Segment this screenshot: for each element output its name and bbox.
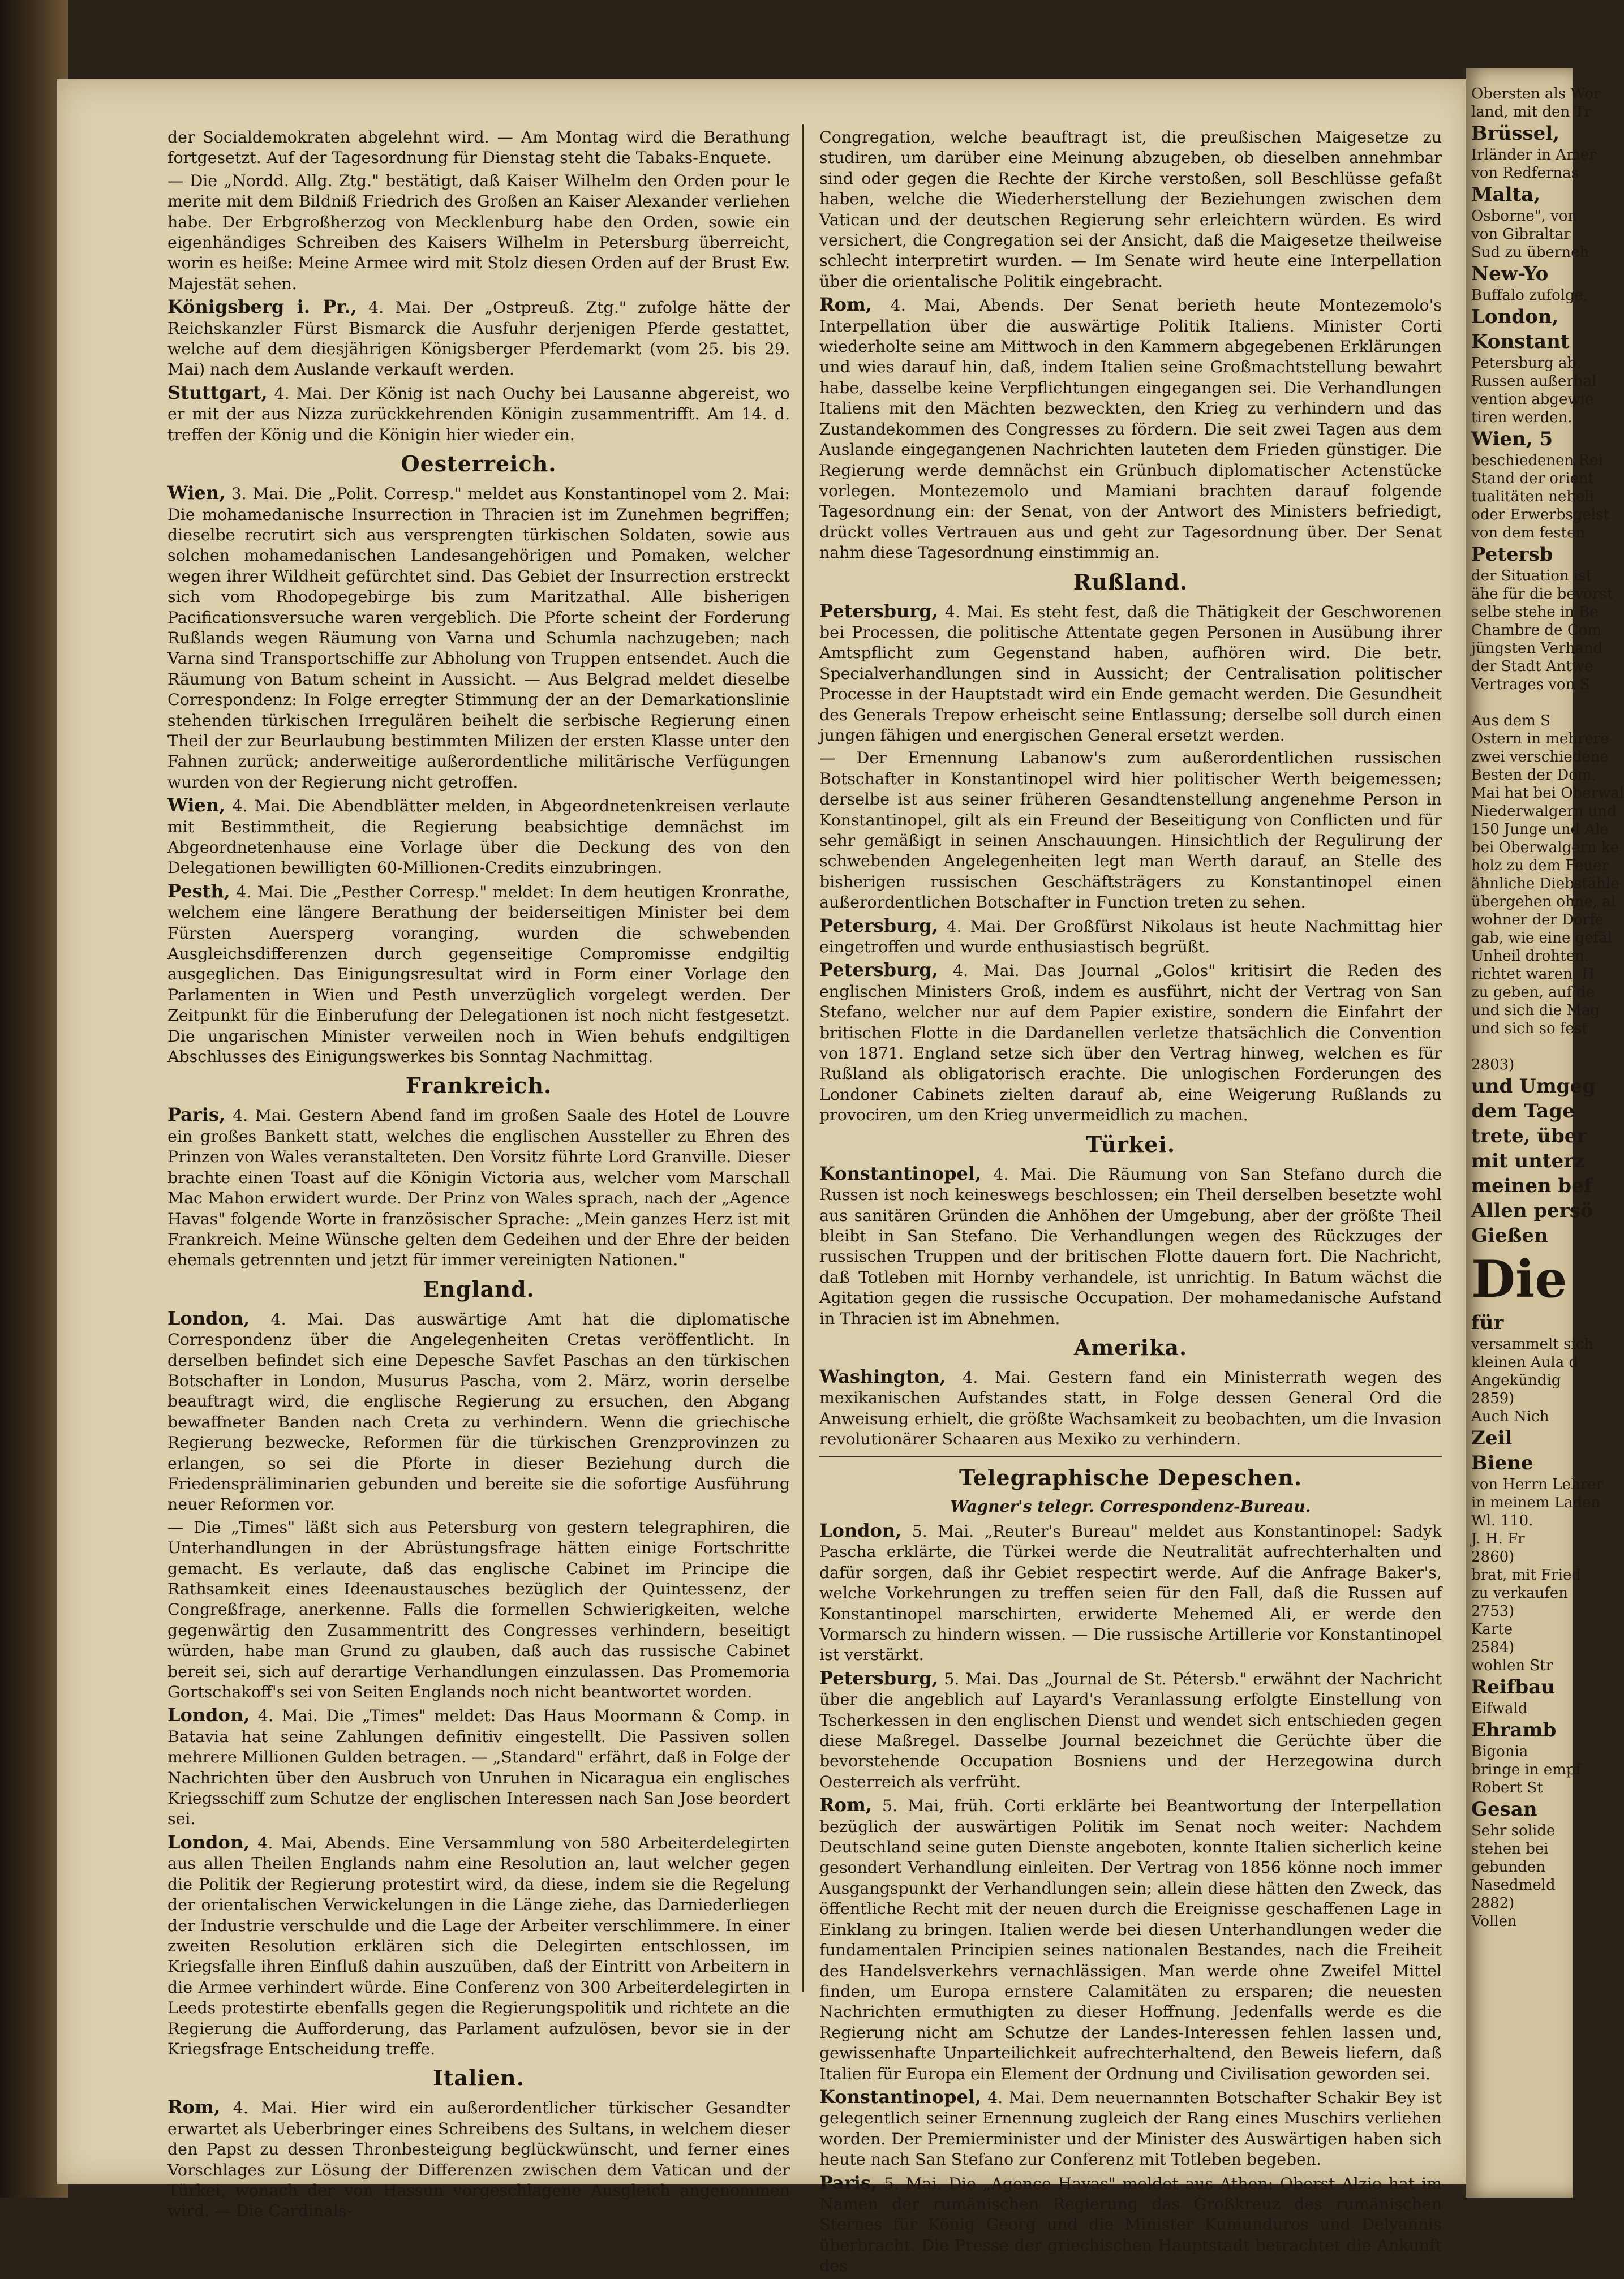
fragment-line: Wien, 5 [1471,428,1553,450]
fragment-line: selbe stehe in Be [1471,604,1599,621]
fragment-line: Konstant [1471,330,1570,353]
article-paragraph: — Der Ernennung Labanow's zum außerordentlichen russischen Botschafter in Konstantinopel wird hier politischer Werth beigemessen; derselbe ist aus seiner früheren Gesandtenstellung angenehme Person in Konstantinopel, gilt als ein Freund der Beseitigung von Conflicten und für sehr gemäßigt in seinen Anschauungen. Hinsichtlich der Regulirung der schwebenden Angelegenheiten legt man Werth darauf, an Stelle des bisherigen russischen Geschäftsträgers zu Konstantinopel einen außerordentlichen Botschafter in Function treten zu sehen. [819,749,1442,912]
fragment-line: vention abgewie [1471,391,1594,408]
article-text: 4. Mai. Gestern Abend fand im großen Saale des Hotel de Louvre ein großes Bankett statt, welches die englischen Aussteller zu Ehren des Prinzen von Wales veranstalteten. Den Vorsitz führte Lord Granville. Dieser brachte einen Toast auf die Königin Victoria aus, welcher vom Marschall Mac Mahon erwidert wurde. Der Prinz von Wales sprach, nach der „Agence Havas" folgende Worte in französischer Sprache: „Mein ganzes Herz ist mit Frankreich. Meine Wünsche gelten dem Gedeihen und der Ehre der beiden ehemals getrennten und jetzt für immer vereinigten Nationen." [167,1106,790,1270]
section-heading: Türkei. [1085,1131,1176,1157]
section-heading: Oesterreich. [401,451,557,477]
dateline: Königsberg i. Pr., [167,296,357,318]
fragment-line: brat, mit Fried [1471,1567,1582,1584]
fragment-line: London, [1471,306,1559,328]
fragment-line: richtet waren. H [1471,966,1595,983]
article-text: 4. Mai. Die Räumung von San Stefano durch die Russen ist noch keineswegs beschlossen; ein Theil derselben besetzte wohl aus sanitären Gründen die Anhöhen der Umgebung, aber der größte Theil bleibt in San Stefano. Die Verhandlungen wegen des Rückzuges der russischen Truppen und der britischen Flotte dauern fort. Die Nachricht, daß Totleben mit Hornby verhandele, ist unrichtig. In Batum wächst die Agitation gegen die russische Occupation. Der mohamedanische Aufstand in Thracien ist im Abnehmen. [819,1164,1442,1328]
article-paragraph: der Socialdemokraten abgelehnt wird. — Am Montag wird die Berathung fortgesetzt. Auf der Tagesordnung für Dienstag steht die Tabaks-Enquete. [167,128,790,167]
article-paragraph [819,2173,1442,2277]
article-paragraph [819,1163,1442,1329]
fragment-line: ähnliche Diebstähle [1471,875,1619,892]
fragment-line: Robert St [1471,1779,1543,1796]
fragment-line: gab, wie eine gefäl [1471,930,1613,947]
article-paragraph [819,1795,1442,2084]
fragment-line: 2882) [1471,1895,1515,1912]
fragment-line: kleinen Aula d [1471,1354,1579,1371]
fragment-line: Nasedmeld [1471,1877,1556,1894]
fragment-line: Osborne", von [1471,208,1578,225]
fragment-line: 2859) [1471,1390,1515,1407]
fragment-line: wohlen Str [1471,1657,1553,1674]
article-text: 4. Mai. Die Abendblätter melden, in Abgeordnetenkreisen verlaute mit Bestimmtheit, die Regierung beabsichtige demnächst im Abgeordnetenhause eine Vorlage über die Deckung des von den Delegationen bewilligten 60-Millionen-Credits einzubringen. [167,797,790,878]
fragment-line: Sehr solide [1471,1822,1556,1839]
fragment-line: wohner der Dörfe [1471,911,1604,928]
fragment-line: Reifbau [1471,1676,1555,1698]
fragment-line: der Situation ist [1471,567,1592,584]
dateline: Petersburg, [819,1667,938,1689]
dateline: London, [819,1519,902,1541]
fragment-line: Zeil [1471,1427,1513,1450]
fragment-line: New-Yo [1471,263,1549,285]
fragment-line: zu geben, auf de [1471,984,1595,1001]
fragment-line: Russen außerhal [1471,373,1597,390]
fragment-line: Auch Nich [1471,1408,1549,1425]
fragment-line: Unheil drohten. [1471,948,1589,965]
fragment-line: zu verkaufen [1471,1585,1568,1602]
fragment-line [1471,1038,1573,1056]
dateline: Paris, [167,1104,226,1126]
fragment-line: meinen bef [1471,1175,1592,1197]
article-text: 4. Mai. Der Großfürst Nikolaus ist heute Nachmittag hier eingetroffen und wurde enthusiastisch begrüßt. [819,917,1442,957]
article-paragraph [819,960,1442,1125]
dateline: Pesth, [167,880,230,902]
dateline: London, [167,1704,250,1726]
dateline: Petersburg, [819,600,938,622]
section-heading: Telegraphische Depeschen. [959,1464,1303,1490]
section-divider [819,1456,1442,1457]
fragment-line: 2803) [1471,1056,1515,1073]
article-paragraph [167,881,790,1068]
section-heading: Italien. [433,2065,525,2091]
article-paragraph: — Die „Nordd. Allg. Ztg." bestätigt, daß Kaiser Wilhelm den Orden pour le merite mit dem Bildniß Friedrich des Großen an Kaiser Alexander verliehen habe. Der Erbgroßherzog von Mecklenburg habe den Orden, sowie ein eigenhändiges Schreiben des Kaisers Wilhelm in Petersburg überreicht, worin es heiße: Meine Armee wird mit Stolz diesen Orden auf der Brust Ew. Majestät sehen. [167,171,790,293]
article-paragraph [819,915,1442,958]
article-text: 5. Mai. „Reuter's Bureau" meldet aus Konstantinopel: Sadyk Pascha erklärte, die Türkei werde die Neutralität aufrechterhalten und dafür sorgen, daß ihr Gebiet respectirt werde. Auf die Anfrage Baker's, welche Vorkehrungen zu treffen seien für den Fall, daß die Russen auf Konstantinopel marschirten, erwiderte Mehemed Ali, er werde den Vormarsch zu hindern wissen. — Die russische Artillerie vor Konstantinopel ist verstärkt. [819,1521,1442,1665]
article-text: 4. Mai. Es steht fest, daß die Thätigkeit der Geschworenen bei Processen, die politische Attentate gegen Personen in Ausübung ihrer Amtspflicht zum Gegenstand haben, aufhören wird. Die betr. Specialverhandlungen sind in Aussicht; der Centralisation politischer Processe in der Hauptstadt wird ein Ende gemacht werden. Die Gesundheit des Generals Trepow erheischt seine Entlassung; derselbe soll durch einen jungen fähigen und energischen General ersetzt werden. [819,602,1442,745]
fragment-line: Stand der orient [1471,470,1595,487]
fragment-line: holz zu dem Feuer [1471,857,1609,874]
fragment-line: in meinem Laden [1471,1494,1601,1511]
article-paragraph: Congregation, welche beauftragt ist, die preußischen Maigesetze zu studiren, um darüber eine Meinung abzugeben, ob dieselben annehmbar sind oder gegen die Rechte der Kirche verstoßen, soll Beschlüsse gefaßt haben, welche die Wiederherstellung der Beziehungen zwischen dem Vatican und der deutschen Regierung sehr erleichtern würden. Es wird versichert, die Congregation sei der Ansicht, daß die Maigesetze theilweise schlecht interpretirt wurden. — Im Senate wird heute eine Interpellation über die orientalische Politik eingebracht. [819,128,1442,291]
fragment-line: Vollen [1471,1913,1517,1930]
article-paragraph [819,2087,1442,2170]
fragment-line: von dem festen [1471,524,1586,541]
article-paragraph [167,795,790,879]
article-text: 5. Mai. Das „Journal de St. Pétersb." erwähnt der Nachricht über die angeblich auf Layard's Veranlassung erfolgte Einstellung von Tscherkessen in den englischen Dienst und wendet sich entschieden gegen diese Maßregel. Dasselbe Journal bezeichnet die Gerüchte über die bevorstehende Occupation Bosniens und der Herzegowina durch Oesterreich als verfrüht. [819,1669,1442,1791]
article-text: 5. Mai, früh. Corti erklärte bei Beantwortung der Interpellation bezüglich der auswärtigen Politik im Senat noch weiter: Nachdem Deutschland seine guten Dienste angeboten, konnte Italien sicherlich keine gesondert Verhandlung einleiten. Der Vertrag von 1856 könne noch immer Ausgangspunkt der Verhandlungen sein; allein diese hätten den Zweck, das öffentliche Recht mit der neuen durch die Ereignisse geschaffenen Lage in Einklang zu bringen. Italien werde bei diesen Unterhandlungen weder die fundamentalen Principien seines nationalen Bestandes, nach die Freiheit des Handelsverkehrs vernachlässigen. Man werde ohne Zweifel Mittel finden, um Europa ernstere Calamitäten zu ersparen; die neuesten Nachrichten ermuthigten zu dieser Hoffnung. Jedenfalls werde es die Regierung nicht am Schutze der Landes-Interessen fehlen lassen und, gewissenhafte Unparteilichkeit aufrechterhaltend, den Beweis liefern, daß Italien für Europa ein Element der Ordnung und Civilisation geworden sei. [819,1796,1442,2083]
fragment-line: gebunden [1471,1859,1545,1876]
article-text: 4. Mai. Der „Ostpreuß. Ztg." zufolge hätte der Reichskanzler Fürst Bismarck die Ausfuhr derjenigen Pferde gestattet, welche auf dem diesjährigen Königsberger Pferdemarkt (vom 25. bis 29. Mai) nach dem Auslande verkauft werden. [167,298,790,379]
dateline: Petersburg, [819,914,938,936]
fragment-line: Ehramb [1471,1719,1557,1742]
fragment-line: und Umgeg [1471,1075,1596,1098]
fragment-line: Niederwalgern und [1471,803,1617,820]
article-text: 4. Mai, Abends. Der Senat berieth heute Montezemolo's Interpellation über die auswärtige Politik Italiens. Minister Corti wiederholte seine am Mittwoch in den Kammern abgegebenen Erklärungen und wies darauf hin, daß, indem Italien seine Großmachtstellung bewahrt habe, dasselbe keine Verpflichtungen eingegangen sei. Die Verhandlungen Italiens mit den Mächten bezweckten, den Krieg zu verhindern und das Zustandekommen des Congresses zu fördern. Die seit zwei Tagen aus dem Auslande eingegangenen Nachrichten lauteten dem Frieden günstiger. Die Regierung werde demnächst ein Grünbuch diplomatischer Actenstücke vorlegen. Montezemolo und Mamiani brachten darauf folgende Tagesordnung ein: der Senat, von der Antwort des Ministers befriedigt, drückt volles Vertrauen aus und geht zur Tagesordnung über. Der Senat nahm diese Tagesordnung einstimmig an. [819,296,1442,562]
article-paragraph [167,382,790,445]
fragment-line: Besten der Dom. [1471,767,1596,784]
fragment-line: Karte [1471,1621,1513,1638]
article-paragraph [167,296,790,380]
fragment-line: beschiedenen Rei [1471,452,1603,469]
fragment-line [1471,694,1573,712]
section-heading: Rußland. [1073,569,1188,595]
article-text: 3. Mai. Die „Polit. Corresp." meldet aus Konstantinopel vom 2. Mai: Die mohamedanische Insurrection in Thracien ist im Zunehmen begriffen; dieselbe recrutirt sich aus versprengten türkischen Soldaten, sowie aus solchen mohamedanischen Landesangehörigen und Pomaken, welcher wegen ihrer Wildheit gefürchtet sind. Das Gebiet der Insurrection erstreckt sich vom Rhodopegebirge bis zum Maritzathal. Alle bisherigen Pacificationsversuche waren vergeblich. Die Pforte scheint der Forderung Rußlands wegen Räumung von Varna und Schumla nachzugeben; nach Varna sind Transportschiffe zur Abholung von Truppen entsendet. Auch die Räumung von Batum scheint in Aussicht. — Aus Belgrad meldet dieselbe Correspondenz: In Folge erregter Stimmung der an der Demarkationslinie stehenden türkischen Irregulären beihelt die serbische Regierung einen Theil der zur Beurlaubung bestimmten Milizen der ersten Klasse unter den Fahnen zurück; anderweitige außerordentliche militärische Verfügungen wurden von der Regierung nicht getroffen. [167,484,790,792]
fragment-line: Die [1471,1249,1567,1309]
dateline: London, [167,1831,250,1853]
dateline: Wien, [167,482,226,504]
fragment-line: Petersburg ab. [1471,355,1582,372]
article-paragraph [819,1668,1442,1792]
dateline: London, [167,1307,250,1329]
article-text: 4. Mai. Die „Times" meldet: Das Haus Moormann & Comp. in Batavia hat seine Zahlungen definitiv eingestellt. Die Passiven sollen mehrere Millionen Gulden betragen. — „Standard" erfährt, daß in Folge der Nachrichten über den Ausbruch von Unruhen in Nicaragua ein englisches Kriegsschiff zum Schutze der englischen Interessen nach San Jose beordert sei. [167,1706,790,1829]
fragment-line: der Stadt Antwe [1471,658,1593,675]
section-heading: Frankreich. [405,1073,552,1099]
fragment-line: 2860) [1471,1549,1515,1566]
fragment-line: bei Oberwalgern ke [1471,839,1619,856]
column-left [167,127,790,2224]
dateline: Petersburg, [819,959,938,981]
fragment-line: versammelt sich [1471,1336,1594,1353]
fragment-line: Chambre de Com [1471,622,1602,639]
fragment-line: Brüssel, [1471,122,1560,145]
dateline: Rom, [167,2096,220,2118]
fragment-line: dem Tage [1471,1100,1575,1123]
fragment-line: Aus dem S [1471,712,1550,729]
fragment-line: J. H. Fr [1471,1530,1525,1547]
fragment-line: Buffalo zufolge, [1471,287,1588,304]
fragment-line: jüngsten Verhand [1471,640,1603,657]
fragment-line: tiren werden. [1471,409,1573,426]
article-paragraph [167,2097,790,2221]
fragment-line: trete, über [1471,1125,1587,1147]
fragment-line: Mai hat bei Oberwal [1471,785,1624,802]
fragment-line: Eifwald [1471,1700,1528,1717]
fragment-line: Irländer in Amer [1471,147,1596,164]
fragment-line: von Herrn Lehrer [1471,1476,1603,1493]
article-text: 5. Mai. Die „Agence Havas" meldet aus Athen: Oberst Alzio hat im Namen der rumänischen Regierung das Großkreuz des rumänischen Sternes für König Georg und die Minister Kumunduros und Delyannis überbracht. Die Presse der griechischen Hauptstadt betrachtet die Ankunft des [819,2174,1442,2276]
fragment-line: Ostern in mehrere [1471,730,1609,747]
column-divider [802,124,804,1992]
fragment-line: mit unterz [1471,1150,1585,1172]
dateline: Rom, [819,1794,872,1816]
section-subheading: Wagner's telegr. Correspondenz-Bureau. [950,1497,1311,1516]
fragment-line: übergehen ohne, al [1471,893,1616,910]
fragment-line: Gesan [1471,1798,1537,1821]
fragment-line: Malta, [1471,183,1541,206]
section-heading: England. [423,1276,535,1302]
fragment-line: Gießen [1471,1224,1548,1247]
article-paragraph [819,601,1442,746]
fragment-line: tualitäten nebeli [1471,488,1594,505]
section-heading: Amerika. [1073,1334,1188,1360]
fragment-line: stehen bei [1471,1841,1549,1857]
fragment-line: ähe für die bevorst [1471,586,1613,603]
fragment-line: 2753) [1471,1603,1515,1620]
article-text: 4. Mai. Die „Pesther Corresp." meldet: In dem heutigen Kronrathe, welchem eine längere Berathung der beiderseitigen Minister bei dem Fürsten Auersperg voranging, wurden die schwebenden Ausgleichsdifferenzen durch gegenseitige Compromisse endgiltig ausgeglichen. Das Einigungsresultat wird in Form einer Vorlage den Parlamenten in Wien und Pesth unverzüglich vorgelegt werden. Der Zeitpunkt für die Einberufung der Delegationen ist noch nicht festgesetzt. Die ungarischen Minister verweilen noch in Wien behufs endgiltigen Abschlusses des Einigungswerkes bis Sonntag Nachmittag. [167,882,790,1067]
article-text: 4. Mai. Das Journal „Golos" kritisirt die Reden des englischen Ministers Groß, indem es ausführt, nicht der Vertrag von San Stefano, welcher nur auf dem Papier existire, sondern die Einfahrt der britischen Flotte in die Dardanellen verletze thatsächlich die Convention von 1871. England setze sich über den Vertrag hinweg, welchen es für Rußland als obligatorisch erachte. Die unlogischen Forderungen des Londoner Cabinets zielten darauf ab, eine Weigerung Rußlands zu provociren, um den Krieg unvermeidlich zu machen. [819,961,1442,1125]
fragment-line: zwei verschiedene [1471,749,1609,766]
fragment-line: Biene [1471,1452,1533,1474]
fragment-line: Bigonia [1471,1743,1528,1760]
dateline: Rom, [819,294,872,316]
article-paragraph [167,1308,790,1515]
fragment-line: 2584) [1471,1639,1515,1656]
fragment-line: und sich die Mag [1471,1002,1600,1019]
fragment-line: 150 Junge und Ale [1471,821,1609,838]
fragment-line: Angekündig [1471,1372,1561,1389]
article-text: 4. Mai, Abends. Eine Versammlung von 580 Arbeiterdelegirten aus allen Theilen Englands nahm eine Resolution an, laut welcher gegen die Politik der Regierung protestirt wird, da diese, indem sie die Regelung der orientalischen Verwickelungen in die Länge ziehe, das Darniederliegen der Industrie verschulde und die Lage der Arbeiter verschlimmere. In einer zweiten Resolution erklären sich die Delegirten entschlossen, im Kriegsfalle ihren Einfluß dahin auszuüben, daß der Eintritt von Arbeitern in die Armee verhindert würde. Eine Conferenz von 300 Arbeiterdelegirten in Leeds protestirte ebenfalls gegen die Regierungspolitik und richtete an die Regierung die Aufforderung, das Parlament aufzulösen, bevor sie in der Kriegsfrage Entscheidung treffe. [167,1833,790,2058]
fragment-line: von Gibraltar [1471,226,1571,243]
fragment-line: von Redfernas [1471,165,1579,182]
fragment-line: Allen persö [1471,1199,1593,1222]
article-paragraph [819,294,1442,563]
fragment-line: Vertrages von S [1471,676,1590,693]
article-paragraph [167,483,790,793]
fragment-line: für [1471,1312,1504,1334]
dateline: Wien, [167,794,226,816]
dateline: Konstantinopel, [819,2086,982,2108]
article-text: 4. Mai. Das auswärtige Amt hat die diplomatische Correspondenz über die Angelegenheiten Cretas veröffentlicht. In derselben befindet sich eine Depesche Savfet Paschas an den türkischen Botschafter in London, Musurus Pascha, vom 2. März, worin derselbe beauftragt wird, die englische Regierung zu ersuchen, den Abgang bewaffneter Banden nach Creta zu verhindern. Wenn die griechische Regierung bezwecke, Reformen für die türkischen Grenzprovinzen zu erlangen, so sei die Pforte in dieser Beziehung durch die Friedenspräliminarien gebunden und bereite sie die sofortige Ausführung neuer Reformen vor. [167,1309,790,1514]
dateline: Konstantinopel, [819,1162,982,1184]
fragment-line: oder Erwerbsgelst [1471,506,1609,523]
dateline: Washington, [819,1365,946,1387]
article-paragraph [819,1366,1442,1450]
fragment-line: und sich so fest [1471,1020,1588,1037]
dateline: Paris, [819,2172,878,2194]
article-text: 4. Mai. Hier wird ein außerordentlicher türkischer Gesandter erwartet als Ueberbringer eines Schreibens des Sultans, in welchem dieser den Papst zu dessen Thronbesteigung beglückwünscht, und ferner eines Vorschlages zur Lösung der Differenzen zwischen dem Vatican und der Türkei, wonach der von Hassun vorgeschlagene Ausgleich angenommen wird. — Die Cardinals- [167,2099,790,2221]
article-paragraph [167,1104,790,1270]
article-text: 4. Mai. Der König ist nach Ouchy bei Lausanne abgereist, wo er mit der aus Nizza zurückkehrenden Königin zusammentrifft. Am 14. d. treffen der König und die Königin hier wieder ein. [167,384,790,444]
article-paragraph: — Die „Times" läßt sich aus Petersburg von gestern telegraphiren, die Unterhandlungen in der Abrüstungsfrage hätten einige Fortschritte gemacht. Es verlaute, daß das englische Cabinet im Principe die Rathsamkeit eines Ideenaustausches bezüglich der Quintessenz, der Congreßfrage, anerkenne. Falls die formellen Schwierigkeiten, welche gegenwärtig den Zusammentritt des Congresses verhindern, beseitigt würden, habe man Grund zu glauben, daß auch das russische Cabinet bereit sei, sich auf derartige Verhandlungen einzulassen. Das Promemoria Gortschakoff's sei von Seiten Englands noch nicht beantwortet worden. [167,1517,790,1702]
fragment-line: land, mit den Tr [1471,104,1592,121]
fragment-line: Petersb [1471,543,1553,566]
article-text: 4. Mai. Dem neuernannten Botschafter Schakir Bey ist gelegentlich seiner Ernennung zugleich der Rang eines Muschirs verliehen worden. Der Premierminister und der Minister des Auswärtigen haben sich heute nach San Stefano zur Conferenz mit Totleben begeben. [819,2088,1442,2169]
fragment-line: Sud zu überneh [1471,244,1589,261]
adjacent-page-text [1471,85,1624,1930]
article-paragraph [167,1705,790,1829]
dateline: Stuttgart, [167,381,268,403]
fragment-line: Wl. 110. [1471,1512,1533,1529]
article-paragraph [819,1520,1442,1666]
article-text: 4. Mai. Gestern fand ein Ministerrath wegen des mexikanischen Aufstandes statt, in Folge dessen General Ord die Anweisung erhielt, die größte Wachsamkeit zu beobachten, um die Invasion revolutionärer Schaaren aus Mexiko zu verhindern. [819,1368,1442,1449]
column-right [819,127,1442,2279]
fragment-line: bringe in empf [1471,1761,1582,1778]
article-paragraph [167,1832,790,2059]
fragment-line: Obersten als Wor [1471,85,1601,102]
